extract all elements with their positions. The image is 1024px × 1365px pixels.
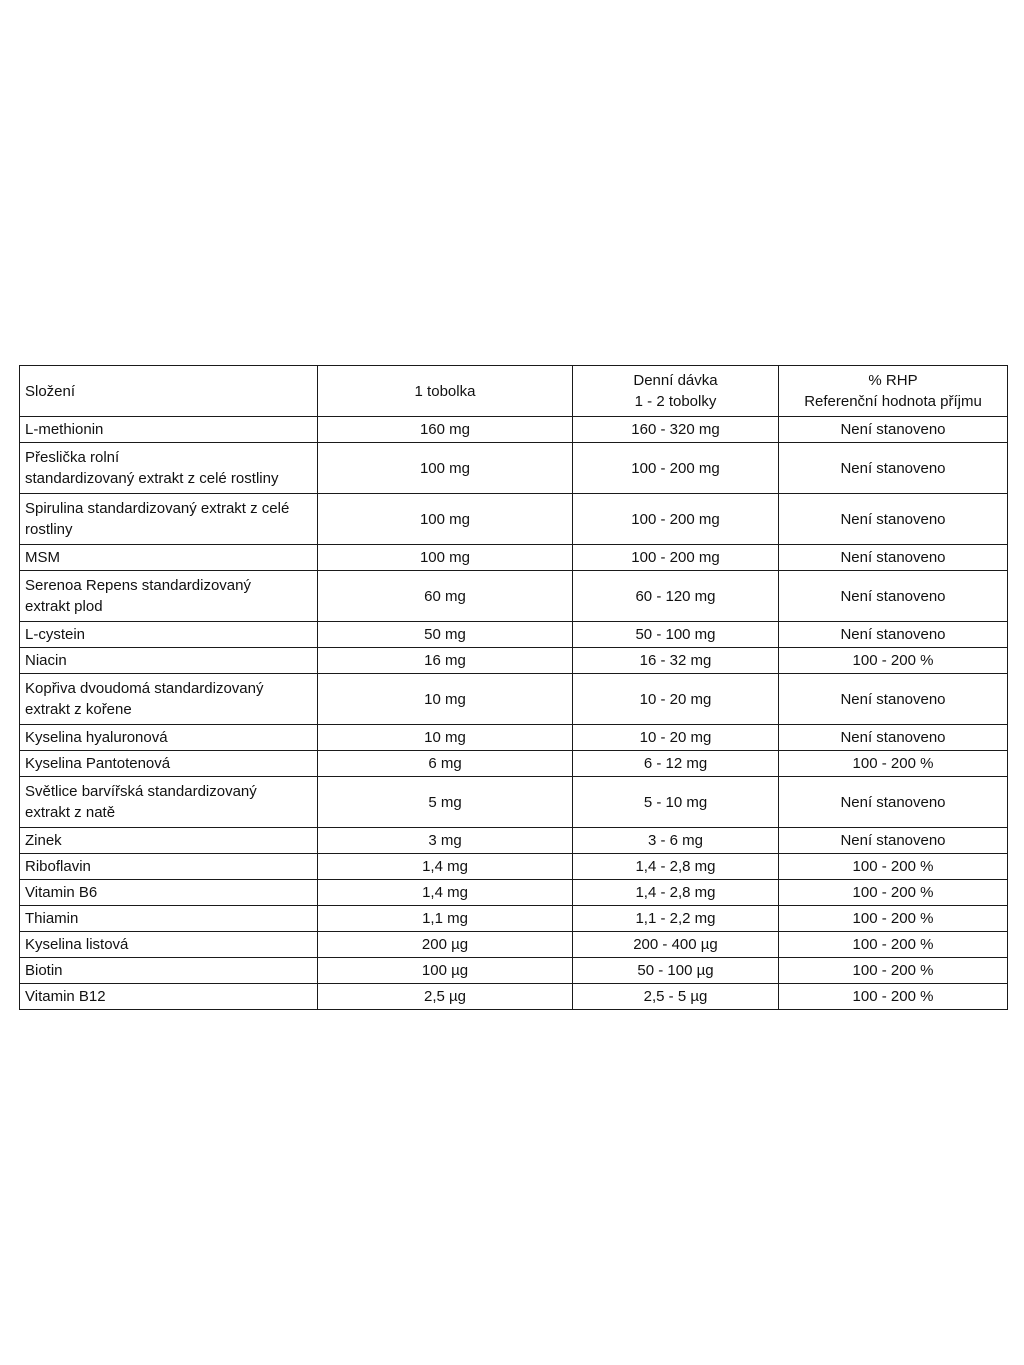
- ingredient-name-line: Kopřiva dvoudomá standardizovaný: [25, 680, 264, 697]
- ingredient-name-line: Vitamin B6: [25, 884, 98, 901]
- capsule-amount-cell: 5 mg: [318, 777, 573, 828]
- ingredient-name-cell: [20, 494, 318, 545]
- ingredient-name-line: Niacin: [25, 652, 67, 669]
- ingredient-name-cell: [20, 828, 318, 854]
- daily-dose-cell: 16 - 32 mg: [573, 648, 779, 674]
- ingredient-name-line: Kyselina listová: [25, 936, 129, 953]
- table-row: [20, 571, 1008, 622]
- ingredient-name-cell: [20, 443, 318, 494]
- table-row: [20, 751, 1008, 777]
- rhp-cell: 100 - 200 %: [779, 906, 1008, 932]
- ingredient-name-line: Thiamin: [25, 910, 79, 927]
- table-body: [20, 417, 1008, 1010]
- rhp-cell: Není stanoveno: [779, 828, 1008, 854]
- ingredient-name-cell: [20, 674, 318, 725]
- rhp-cell: 100 - 200 %: [779, 958, 1008, 984]
- rhp-cell: 100 - 200 %: [779, 984, 1008, 1010]
- daily-dose-cell: 100 - 200 mg: [573, 443, 779, 494]
- table-row: [20, 648, 1008, 674]
- capsule-amount-cell: 10 mg: [318, 725, 573, 751]
- rhp-cell: Není stanoveno: [779, 571, 1008, 622]
- ingredient-name-line: L-methionin: [25, 421, 104, 438]
- capsule-amount-cell: 1,4 mg: [318, 880, 573, 906]
- ingredient-name-line: Riboflavin: [25, 858, 91, 875]
- daily-dose-cell: 50 - 100 µg: [573, 958, 779, 984]
- rhp-cell: 100 - 200 %: [779, 932, 1008, 958]
- header-rhp: [779, 366, 1008, 417]
- daily-dose-cell: 60 - 120 mg: [573, 571, 779, 622]
- ingredient-name-cell: [20, 777, 318, 828]
- ingredient-name-line: Kyselina Pantotenová: [25, 755, 171, 772]
- composition-table: [19, 365, 1008, 1010]
- daily-dose-cell: 1,4 - 2,8 mg: [573, 880, 779, 906]
- table-row: [20, 932, 1008, 958]
- table-row: [20, 958, 1008, 984]
- header-daily-dose-subtitle: 1 - 2 tobolky: [634, 393, 717, 410]
- capsule-amount-cell: 100 mg: [318, 545, 573, 571]
- table-row: [20, 674, 1008, 725]
- rhp-cell: 100 - 200 %: [779, 648, 1008, 674]
- ingredient-name-cell: [20, 545, 318, 571]
- ingredient-name-cell: [20, 880, 318, 906]
- capsule-amount-cell: 100 µg: [318, 958, 573, 984]
- capsule-amount-cell: 100 mg: [318, 494, 573, 545]
- header-rhp-subtitle: Referenční hodnota příjmu: [804, 393, 982, 410]
- ingredient-name-cell: [20, 751, 318, 777]
- rhp-cell: Není stanoveno: [779, 443, 1008, 494]
- rhp-cell: Není stanoveno: [779, 545, 1008, 571]
- ingredient-name-cell: [20, 571, 318, 622]
- ingredient-name-cell: [20, 648, 318, 674]
- ingredient-name-line: Přeslička rolní: [25, 449, 120, 466]
- ingredient-name-line: extrakt plod: [25, 598, 103, 615]
- daily-dose-cell: 100 - 200 mg: [573, 545, 779, 571]
- capsule-amount-cell: 200 µg: [318, 932, 573, 958]
- daily-dose-cell: 5 - 10 mg: [573, 777, 779, 828]
- header-daily-dose: [573, 366, 779, 417]
- ingredient-name-line: Spirulina standardizovaný extrakt z celé: [25, 500, 290, 517]
- table-row: [20, 777, 1008, 828]
- header-daily-dose-title: Denní dávka: [633, 372, 718, 389]
- daily-dose-cell: 6 - 12 mg: [573, 751, 779, 777]
- rhp-cell: 100 - 200 %: [779, 880, 1008, 906]
- ingredient-name-line: Zinek: [25, 832, 62, 849]
- table-header-row: [20, 366, 1008, 417]
- capsule-amount-cell: 160 mg: [318, 417, 573, 443]
- daily-dose-cell: 160 - 320 mg: [573, 417, 779, 443]
- daily-dose-cell: 200 - 400 µg: [573, 932, 779, 958]
- capsule-amount-cell: 6 mg: [318, 751, 573, 777]
- capsule-amount-cell: 10 mg: [318, 674, 573, 725]
- ingredient-name-line: extrakt z natě: [25, 804, 116, 821]
- capsule-amount-cell: 1,4 mg: [318, 854, 573, 880]
- ingredient-name-cell: [20, 622, 318, 648]
- capsule-amount-cell: 100 mg: [318, 443, 573, 494]
- ingredient-name-line: extrakt z kořene: [25, 701, 132, 718]
- daily-dose-cell: 10 - 20 mg: [573, 674, 779, 725]
- table-row: [20, 417, 1008, 443]
- table-row: [20, 984, 1008, 1010]
- table-row: [20, 443, 1008, 494]
- table-row: [20, 545, 1008, 571]
- table-row: [20, 854, 1008, 880]
- ingredient-name-line: standardizovaný extrakt z celé rostliny: [25, 470, 279, 487]
- header-rhp-title: % RHP: [868, 372, 918, 389]
- rhp-cell: Není stanoveno: [779, 674, 1008, 725]
- ingredient-name-line: Kyselina hyaluronová: [25, 729, 168, 746]
- table-row: [20, 494, 1008, 545]
- table-row: [20, 622, 1008, 648]
- ingredient-name-cell: [20, 932, 318, 958]
- table-row: [20, 880, 1008, 906]
- ingredient-name-line: MSM: [25, 549, 60, 566]
- table-row: [20, 725, 1008, 751]
- rhp-cell: Není stanoveno: [779, 777, 1008, 828]
- capsule-amount-cell: 2,5 µg: [318, 984, 573, 1010]
- composition-table-container: [19, 365, 1007, 1010]
- ingredient-name-line: rostliny: [25, 521, 73, 538]
- ingredient-name-cell: [20, 725, 318, 751]
- ingredient-name-cell: [20, 984, 318, 1010]
- rhp-cell: 100 - 200 %: [779, 854, 1008, 880]
- daily-dose-cell: 10 - 20 mg: [573, 725, 779, 751]
- rhp-cell: Není stanoveno: [779, 622, 1008, 648]
- header-composition: Složení: [20, 366, 318, 417]
- ingredient-name-line: Serenoa Repens standardizovaný: [25, 577, 251, 594]
- daily-dose-cell: 100 - 200 mg: [573, 494, 779, 545]
- daily-dose-cell: 1,1 - 2,2 mg: [573, 906, 779, 932]
- table-row: [20, 906, 1008, 932]
- daily-dose-cell: 3 - 6 mg: [573, 828, 779, 854]
- ingredient-name-cell: [20, 958, 318, 984]
- ingredient-name-cell: [20, 417, 318, 443]
- daily-dose-cell: 2,5 - 5 µg: [573, 984, 779, 1010]
- ingredient-name-line: Biotin: [25, 962, 63, 979]
- daily-dose-cell: 1,4 - 2,8 mg: [573, 854, 779, 880]
- ingredient-name-cell: [20, 906, 318, 932]
- table-row: [20, 828, 1008, 854]
- rhp-cell: Není stanoveno: [779, 494, 1008, 545]
- rhp-cell: Není stanoveno: [779, 417, 1008, 443]
- capsule-amount-cell: 3 mg: [318, 828, 573, 854]
- capsule-amount-cell: 1,1 mg: [318, 906, 573, 932]
- capsule-amount-cell: 50 mg: [318, 622, 573, 648]
- capsule-amount-cell: 60 mg: [318, 571, 573, 622]
- ingredient-name-line: Vitamin B12: [25, 988, 106, 1005]
- header-one-capsule: 1 tobolka: [318, 366, 573, 417]
- daily-dose-cell: 50 - 100 mg: [573, 622, 779, 648]
- ingredient-name-line: Světlice barvířská standardizovaný: [25, 783, 257, 800]
- rhp-cell: 100 - 200 %: [779, 751, 1008, 777]
- ingredient-name-line: L-cystein: [25, 626, 86, 643]
- rhp-cell: Není stanoveno: [779, 725, 1008, 751]
- ingredient-name-cell: [20, 854, 318, 880]
- capsule-amount-cell: 16 mg: [318, 648, 573, 674]
